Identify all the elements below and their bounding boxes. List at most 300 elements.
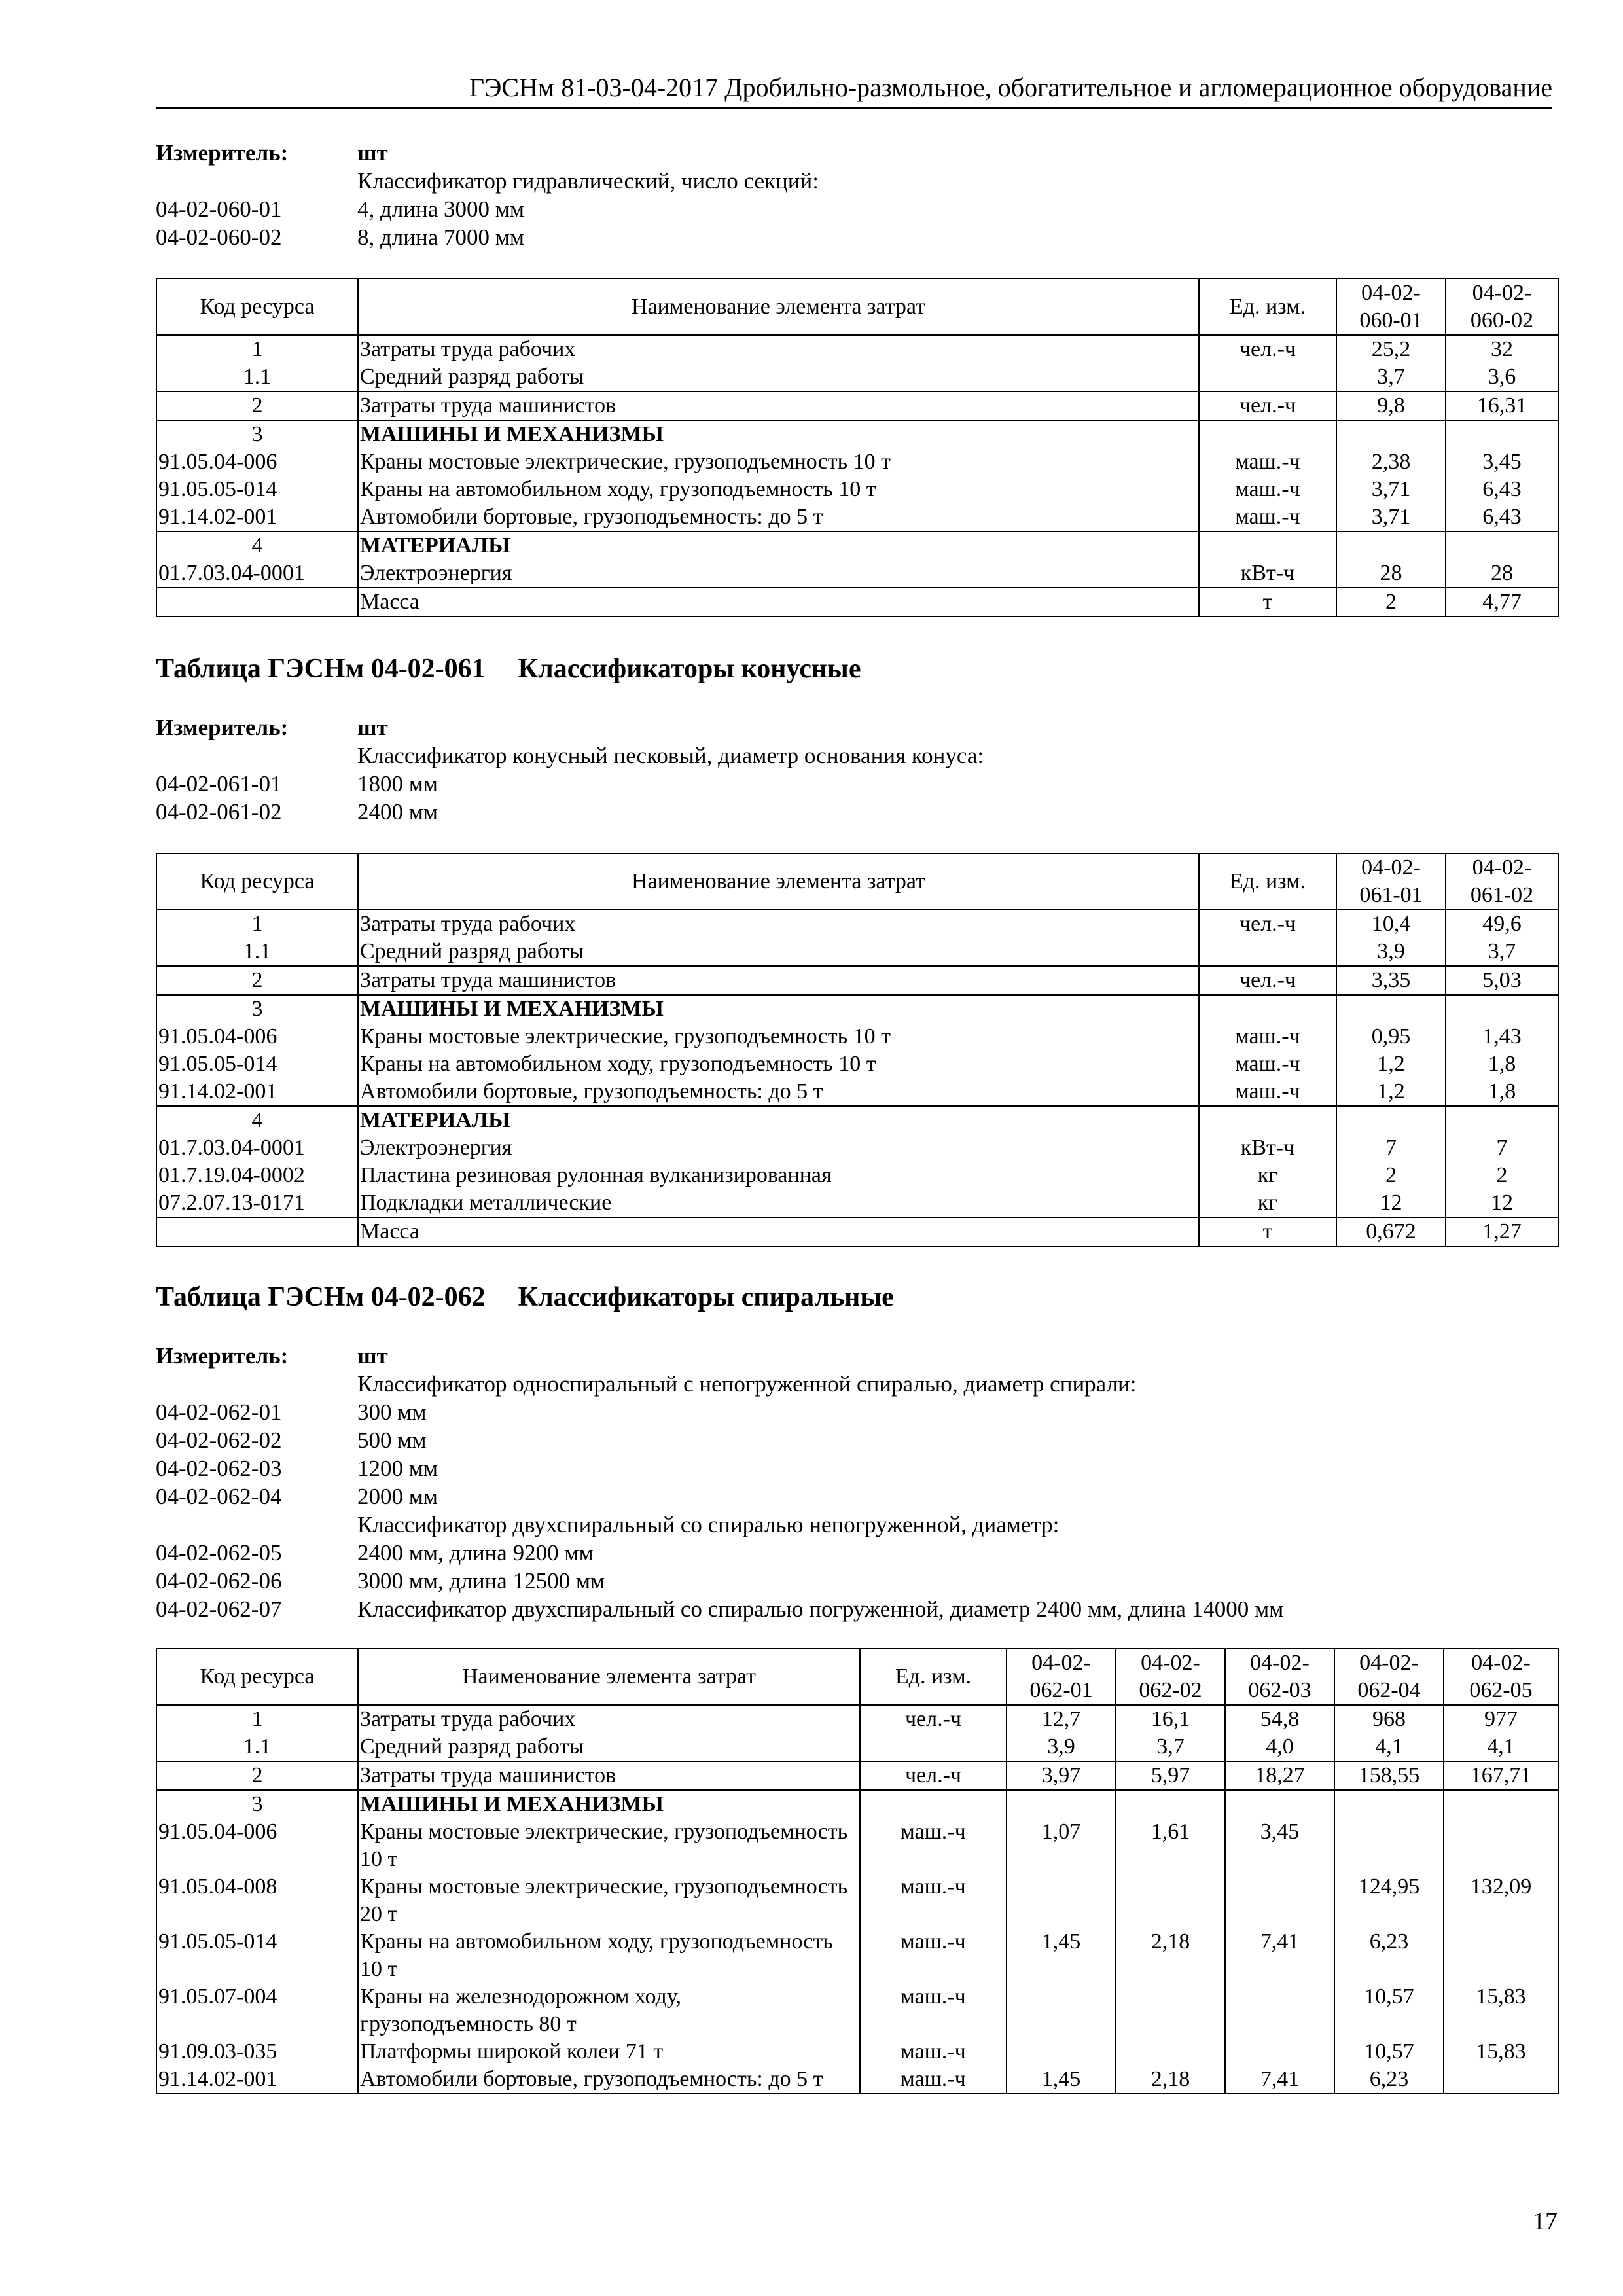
header-norm-code-line: 062-02 — [1139, 1678, 1202, 1702]
table-row — [156, 1733, 1558, 1761]
resource-name: Краны мостовые электрические, грузоподъемность 20 т — [358, 1873, 860, 1928]
norm-value: 49,6 — [1446, 910, 1558, 938]
norm-value: 15,83 — [1444, 1983, 1558, 2038]
table-row — [156, 476, 1558, 503]
resource-unit: кВт-ч — [1199, 1134, 1336, 1162]
resource-code: 91.05.04-006 — [156, 1818, 358, 1873]
table-row — [156, 1873, 1558, 1928]
norm-line — [156, 1567, 1556, 1595]
header-norm-code-line: 061-01 — [1359, 883, 1423, 907]
resource-name: Масса — [358, 1217, 1199, 1246]
norm-value: 3,9 — [1336, 938, 1446, 966]
norm-value — [1334, 1790, 1444, 1818]
table-header-row — [156, 279, 1558, 335]
resource-name: МАШИНЫ И МЕХАНИЗМЫ — [358, 420, 1199, 448]
table-title-number: Таблица ГЭСНм 04-02-062 — [156, 1282, 486, 1312]
resource-code: 2 — [156, 1761, 358, 1790]
header-norm-code-line: 060-01 — [1359, 308, 1423, 332]
section-row — [156, 420, 1558, 448]
norm-value: 1,8 — [1446, 1078, 1558, 1106]
norm-line — [156, 742, 1556, 770]
resource-code: 91.09.03-035 — [156, 2038, 358, 2066]
table-header-row — [156, 1649, 1558, 1705]
resource-unit — [860, 1733, 1007, 1761]
running-header: ГЭСНм 81-03-04-2017 Дробильно-размольное, обогатительное и агломерационное оборудование — [156, 72, 1552, 109]
norm-code — [156, 1511, 357, 1539]
norm-code: 04-02-062-07 — [156, 1596, 282, 1622]
norm-description: Классификатор гидравлический, число секций: — [357, 168, 819, 194]
header-norm-code-line: 04-02- — [1031, 1651, 1091, 1675]
norm-value — [1446, 531, 1558, 560]
table-row — [156, 363, 1558, 391]
resource-code: 1 — [156, 1705, 358, 1733]
norm-line — [156, 798, 1556, 826]
norm-value — [1446, 995, 1558, 1023]
norm-line — [156, 1595, 1556, 1623]
resource-unit — [1199, 531, 1336, 560]
resource-name: МАТЕРИАЛЫ — [358, 1106, 1199, 1134]
resource-unit: т — [1199, 1217, 1336, 1246]
resource-name: Автомобили бортовые, грузоподъемность: до 5 т — [358, 503, 1199, 531]
header-norm-code-line: 04-02- — [1471, 1651, 1531, 1675]
norm-code: 04-02-062-02 — [156, 1427, 282, 1453]
header-norm-code — [1336, 279, 1446, 335]
resource-code: 1 — [156, 910, 358, 938]
header-norm-code — [1446, 279, 1558, 335]
norm-description: 3000 мм, длина 12500 мм — [357, 1568, 605, 1594]
norm-value: 1,2 — [1336, 1078, 1446, 1106]
resource-code: 1.1 — [156, 1733, 358, 1761]
norm-value — [1336, 1106, 1446, 1134]
resource-unit: маш.-ч — [860, 1928, 1007, 1983]
table-title-062 — [156, 1280, 894, 1314]
norm-value: 3,71 — [1336, 476, 1446, 503]
table-row — [156, 966, 1558, 995]
norm-description: Классификатор двухспиральный со спиралью погруженной, диаметр 2400 мм, длина 14000 мм — [357, 1596, 1284, 1622]
table-row — [156, 391, 1558, 420]
norm-value: 2 — [1336, 588, 1446, 617]
header-norm-code — [1336, 853, 1446, 910]
norm-value: 1,61 — [1116, 1818, 1225, 1873]
resource-unit: маш.-ч — [860, 2038, 1007, 2066]
header-norm-code — [1007, 1649, 1116, 1705]
measure-unit: шт — [357, 140, 388, 166]
resource-name: Затраты труда рабочих — [358, 335, 1199, 363]
resource-code: 91.14.02-001 — [156, 1078, 358, 1106]
resource-unit — [860, 1790, 1007, 1818]
resource-code: 07.2.07.13-0171 — [156, 1189, 358, 1217]
section-row — [156, 995, 1558, 1023]
header-norm-code-line: 062-03 — [1248, 1678, 1311, 1702]
norm-value — [1116, 1873, 1225, 1928]
header-code: Код ресурса — [156, 279, 358, 335]
norm-code — [156, 1370, 357, 1398]
resource-unit — [1199, 363, 1336, 391]
resource-unit: чел.-ч — [1199, 966, 1336, 995]
norm-code: 04-02-062-01 — [156, 1399, 282, 1425]
cost-table-061 — [156, 853, 1559, 1247]
resource-unit: чел.-ч — [860, 1705, 1007, 1733]
norm-value: 9,8 — [1336, 391, 1446, 420]
table-title-061 — [156, 652, 861, 686]
norm-line — [156, 1398, 1556, 1426]
resource-name: МАШИНЫ И МЕХАНИЗМЫ — [358, 1790, 860, 1818]
header-code: Код ресурса — [156, 1649, 358, 1705]
cost-table-062 — [156, 1648, 1559, 2094]
table-row — [156, 1705, 1558, 1733]
norm-line — [156, 1426, 1556, 1454]
norm-value: 6,43 — [1446, 503, 1558, 531]
norm-value — [1007, 1873, 1116, 1928]
norm-line — [156, 1454, 1556, 1482]
header-norm-code-line: 04-02- — [1361, 855, 1421, 880]
table-row — [156, 2038, 1558, 2066]
header-unit: Ед. изм. — [1199, 853, 1336, 910]
norm-value: 132,09 — [1444, 1873, 1558, 1928]
norm-code: 04-02-060-02 — [156, 224, 282, 250]
norm-value — [1336, 531, 1446, 560]
resource-code: 1 — [156, 335, 358, 363]
resource-name: Затраты труда машинистов — [358, 391, 1199, 420]
table-row — [156, 2066, 1558, 2094]
norm-line — [156, 1370, 1556, 1398]
norm-value: 10,57 — [1334, 2038, 1444, 2066]
norm-value: 2 — [1446, 1162, 1558, 1189]
resource-name: Затраты труда машинистов — [358, 966, 1199, 995]
norm-value: 2,18 — [1116, 1928, 1225, 1983]
norm-value: 5,03 — [1446, 966, 1558, 995]
resource-code: 91.05.04-006 — [156, 1023, 358, 1050]
header-norm-code-line: 062-01 — [1029, 1678, 1093, 1702]
resource-unit: кВт-ч — [1199, 560, 1336, 588]
header-norm-code-line: 061-02 — [1470, 883, 1534, 907]
resource-code: 4 — [156, 1106, 358, 1134]
table-row — [156, 1078, 1558, 1106]
measure-label: Измеритель: — [156, 140, 289, 166]
norm-value: 16,31 — [1446, 391, 1558, 420]
table-row — [156, 503, 1558, 531]
norm-value: 3,7 — [1116, 1733, 1225, 1761]
norm-value — [1116, 1790, 1225, 1818]
norm-value: 3,7 — [1336, 363, 1446, 391]
table-row — [156, 588, 1558, 617]
page-number: 17 — [1533, 2208, 1558, 2235]
resource-unit: маш.-ч — [1199, 1050, 1336, 1078]
resource-name: Масса — [358, 588, 1199, 617]
resource-unit: маш.-ч — [1199, 476, 1336, 503]
table-title-name: Классификаторы спиральные — [518, 1282, 894, 1312]
resource-code: 3 — [156, 420, 358, 448]
measure-label: Измеритель: — [156, 1343, 289, 1369]
header-norm-code-line: 04-02- — [1141, 1651, 1200, 1675]
norm-value: 1,07 — [1007, 1818, 1116, 1873]
norm-line — [156, 167, 1556, 195]
resource-unit: чел.-ч — [1199, 335, 1336, 363]
header-norm-code-line: 060-02 — [1470, 308, 1534, 332]
norm-value — [1225, 1983, 1334, 2038]
header-norm-code — [1334, 1649, 1444, 1705]
norm-value — [1334, 1818, 1444, 1873]
cost-table-060 — [156, 278, 1559, 617]
resource-unit: т — [1199, 588, 1336, 617]
resource-name: Затраты труда рабочих — [358, 910, 1199, 938]
resource-name: Краны мостовые электрические, грузоподъемность 10 т — [358, 1818, 860, 1873]
header-name: Наименование элемента затрат — [358, 1649, 860, 1705]
norm-value: 4,0 — [1225, 1733, 1334, 1761]
norm-value: 2,38 — [1336, 448, 1446, 476]
norm-code: 04-02-062-06 — [156, 1568, 282, 1594]
header-unit: Ед. изм. — [1199, 279, 1336, 335]
table-row — [156, 335, 1558, 363]
norm-value: 6,23 — [1334, 2066, 1444, 2094]
header-name: Наименование элемента затрат — [358, 279, 1199, 335]
norm-value: 12 — [1336, 1189, 1446, 1217]
table-row — [156, 448, 1558, 476]
norm-value: 7,41 — [1225, 2066, 1334, 2094]
norm-value — [1336, 995, 1446, 1023]
norm-value — [1336, 420, 1446, 448]
resource-name: Средний разряд работы — [358, 363, 1199, 391]
table-row — [156, 1162, 1558, 1189]
norm-value: 4,77 — [1446, 588, 1558, 617]
section-row — [156, 531, 1558, 560]
norm-description: 2400 мм, длина 9200 мм — [357, 1540, 594, 1566]
norm-description: 500 мм — [357, 1427, 427, 1453]
resource-unit: чел.-ч — [860, 1761, 1007, 1790]
norm-value — [1225, 1790, 1334, 1818]
resource-name: Автомобили бортовые, грузоподъемность: до 5 т — [358, 2066, 860, 2094]
norm-value — [1116, 1983, 1225, 2038]
table-row — [156, 1983, 1558, 2038]
table-row — [156, 1818, 1558, 1873]
norm-value: 25,2 — [1336, 335, 1446, 363]
resource-code: 1.1 — [156, 363, 358, 391]
resource-code: 2 — [156, 966, 358, 995]
resource-unit: кг — [1199, 1189, 1336, 1217]
resource-unit: маш.-ч — [1199, 448, 1336, 476]
resource-name: Краны на автомобильном ходу, грузоподъемность 10 т — [358, 476, 1199, 503]
norm-value — [1444, 1818, 1558, 1873]
norm-value: 7,41 — [1225, 1928, 1334, 1983]
resource-code: 91.05.05-014 — [156, 476, 358, 503]
norm-value: 6,23 — [1334, 1928, 1444, 1983]
norm-value: 158,55 — [1334, 1761, 1444, 1790]
header-code: Код ресурса — [156, 853, 358, 910]
resource-code: 01.7.03.04-0001 — [156, 1134, 358, 1162]
table-row — [156, 1217, 1558, 1246]
resource-name: Краны мостовые электрические, грузоподъемность 10 т — [358, 448, 1199, 476]
resource-code — [156, 588, 358, 617]
resource-code: 91.05.07-004 — [156, 1983, 358, 2038]
norm-value: 3,9 — [1007, 1733, 1116, 1761]
measure-block-062 — [156, 1342, 1556, 1623]
norm-value: 968 — [1334, 1705, 1444, 1733]
resource-name: Средний разряд работы — [358, 1733, 860, 1761]
resource-name: Пластина резиновая рулонная вулканизированная — [358, 1162, 1199, 1189]
table-row — [156, 910, 1558, 938]
norm-value: 0,672 — [1336, 1217, 1446, 1246]
header-norm-code — [1116, 1649, 1225, 1705]
table-header-row — [156, 853, 1558, 910]
header-norm-code-line: 04-02- — [1359, 1651, 1419, 1675]
resource-name: Краны на автомобильном ходу, грузоподъемность 10 т — [358, 1928, 860, 1983]
resource-name: Краны мостовые электрические, грузоподъемность 10 т — [358, 1023, 1199, 1050]
norm-description: 4, длина 3000 мм — [357, 196, 525, 222]
measure-block-060 — [156, 139, 1556, 251]
norm-value — [1007, 1790, 1116, 1818]
resource-name: Краны на автомобильном ходу, грузоподъемность 10 т — [358, 1050, 1199, 1078]
norm-description: 300 мм — [357, 1399, 427, 1425]
norm-value — [1444, 1928, 1558, 1983]
norm-value: 1,45 — [1007, 2066, 1116, 2094]
norm-code: 04-02-062-05 — [156, 1540, 282, 1566]
table-row — [156, 1023, 1558, 1050]
norm-value: 3,45 — [1446, 448, 1558, 476]
resource-name: Затраты труда рабочих — [358, 1705, 860, 1733]
norm-value: 12 — [1446, 1189, 1558, 1217]
header-norm-code — [1446, 853, 1558, 910]
resource-name: Автомобили бортовые, грузоподъемность: до 5 т — [358, 1078, 1199, 1106]
norm-value — [1007, 1983, 1116, 2038]
resource-code: 91.14.02-001 — [156, 503, 358, 531]
section-row — [156, 1106, 1558, 1134]
norm-value: 3,71 — [1336, 503, 1446, 531]
resource-code: 01.7.19.04-0002 — [156, 1162, 358, 1189]
norm-description: 2000 мм — [357, 1484, 438, 1509]
measure-block-061 — [156, 713, 1556, 826]
norm-value: 977 — [1444, 1705, 1558, 1733]
norm-description: 1800 мм — [357, 771, 438, 797]
norm-line — [156, 195, 1556, 223]
norm-line — [156, 223, 1556, 251]
measure-label: Измеритель: — [156, 715, 289, 740]
table-row — [156, 560, 1558, 588]
resource-code: 2 — [156, 391, 358, 420]
norm-value: 1,2 — [1336, 1050, 1446, 1078]
norm-value: 3,45 — [1225, 1818, 1334, 1873]
resource-unit: маш.-ч — [860, 1983, 1007, 2038]
table-row — [156, 938, 1558, 966]
norm-value: 1,27 — [1446, 1217, 1558, 1246]
norm-value: 18,27 — [1225, 1761, 1334, 1790]
resource-unit: маш.-ч — [860, 2066, 1007, 2094]
resource-unit: маш.-ч — [860, 1873, 1007, 1928]
norm-value: 1,8 — [1446, 1050, 1558, 1078]
norm-value — [1007, 2038, 1116, 2066]
resource-name: Подкладки металлические — [358, 1189, 1199, 1217]
norm-value — [1444, 1790, 1558, 1818]
measure-row — [156, 713, 1556, 742]
resource-name: Электроэнергия — [358, 1134, 1199, 1162]
resource-code: 91.05.04-008 — [156, 1873, 358, 1928]
norm-code — [156, 167, 357, 195]
norm-value — [1446, 420, 1558, 448]
norm-value: 5,97 — [1116, 1761, 1225, 1790]
resource-code: 3 — [156, 995, 358, 1023]
norm-value: 54,8 — [1225, 1705, 1334, 1733]
resource-code: 3 — [156, 1790, 358, 1818]
section-row — [156, 1790, 1558, 1818]
norm-value: 15,83 — [1444, 2038, 1558, 2066]
resource-unit: маш.-ч — [1199, 503, 1336, 531]
header-norm-code-line: 062-04 — [1357, 1678, 1421, 1702]
resource-code: 91.14.02-001 — [156, 2066, 358, 2094]
norm-value: 12,7 — [1007, 1705, 1116, 1733]
norm-value: 1,45 — [1007, 1928, 1116, 1983]
norm-value: 3,35 — [1336, 966, 1446, 995]
table-title-number: Таблица ГЭСНм 04-02-061 — [156, 654, 486, 684]
resource-name: Затраты труда машинистов — [358, 1761, 860, 1790]
resource-name: МАТЕРИАЛЫ — [358, 531, 1199, 560]
resource-name: Средний разряд работы — [358, 938, 1199, 966]
norm-description: Классификатор односпиральный с непогруженной спиралью, диаметр спирали: — [357, 1371, 1137, 1397]
header-norm-code-line: 04-02- — [1361, 281, 1421, 305]
resource-unit: чел.-ч — [1199, 910, 1336, 938]
norm-line — [156, 1511, 1556, 1539]
header-norm-code-line: 04-02- — [1472, 281, 1532, 305]
resource-code: 91.05.05-014 — [156, 1050, 358, 1078]
measure-row — [156, 1342, 1556, 1370]
resource-name: Краны на железнодорожном ходу, грузоподъемность 80 т — [358, 1983, 860, 2038]
header-unit: Ед. изм. — [860, 1649, 1007, 1705]
resource-code: 91.05.04-006 — [156, 448, 358, 476]
norm-value: 10,4 — [1336, 910, 1446, 938]
resource-unit — [1199, 1106, 1336, 1134]
norm-value: 32 — [1446, 335, 1558, 363]
norm-code: 04-02-061-02 — [156, 799, 282, 825]
norm-value: 28 — [1336, 560, 1446, 588]
resource-unit: маш.-ч — [860, 1818, 1007, 1873]
norm-value: 2 — [1336, 1162, 1446, 1189]
resource-unit — [1199, 938, 1336, 966]
norm-code — [156, 742, 357, 770]
resource-unit: кг — [1199, 1162, 1336, 1189]
norm-description: Классификатор двухспиральный со спиралью непогруженной, диаметр: — [357, 1512, 1060, 1537]
resource-code — [156, 1217, 358, 1246]
norm-value: 124,95 — [1334, 1873, 1444, 1928]
header-norm-code-line: 04-02- — [1472, 855, 1532, 880]
norm-value: 7 — [1336, 1134, 1446, 1162]
resource-unit — [1199, 995, 1336, 1023]
norm-code: 04-02-060-01 — [156, 196, 282, 222]
norm-value — [1446, 1106, 1558, 1134]
table-title-name: Классификаторы конусные — [518, 654, 861, 684]
header-name: Наименование элемента затрат — [358, 853, 1199, 910]
norm-description: Классификатор конусный песковый, диаметр основания конуса: — [357, 743, 984, 768]
norm-value: 3,6 — [1446, 363, 1558, 391]
norm-value: 3,7 — [1446, 938, 1558, 966]
header-norm-code — [1225, 1649, 1334, 1705]
norm-value: 6,43 — [1446, 476, 1558, 503]
measure-unit: шт — [357, 715, 388, 740]
measure-unit: шт — [357, 1343, 388, 1369]
resource-name: Электроэнергия — [358, 560, 1199, 588]
norm-description: 2400 мм — [357, 799, 438, 825]
norm-code: 04-02-062-03 — [156, 1456, 282, 1481]
norm-value — [1444, 2066, 1558, 2094]
norm-value — [1116, 2038, 1225, 2066]
resource-name: МАШИНЫ И МЕХАНИЗМЫ — [358, 995, 1199, 1023]
resource-unit: маш.-ч — [1199, 1023, 1336, 1050]
resource-code: 4 — [156, 531, 358, 560]
norm-code: 04-02-062-04 — [156, 1484, 282, 1509]
resource-code: 91.05.05-014 — [156, 1928, 358, 1983]
table-row — [156, 1189, 1558, 1217]
norm-value: 10,57 — [1334, 1983, 1444, 2038]
norm-line — [156, 770, 1556, 798]
norm-value: 3,97 — [1007, 1761, 1116, 1790]
norm-line — [156, 1482, 1556, 1511]
